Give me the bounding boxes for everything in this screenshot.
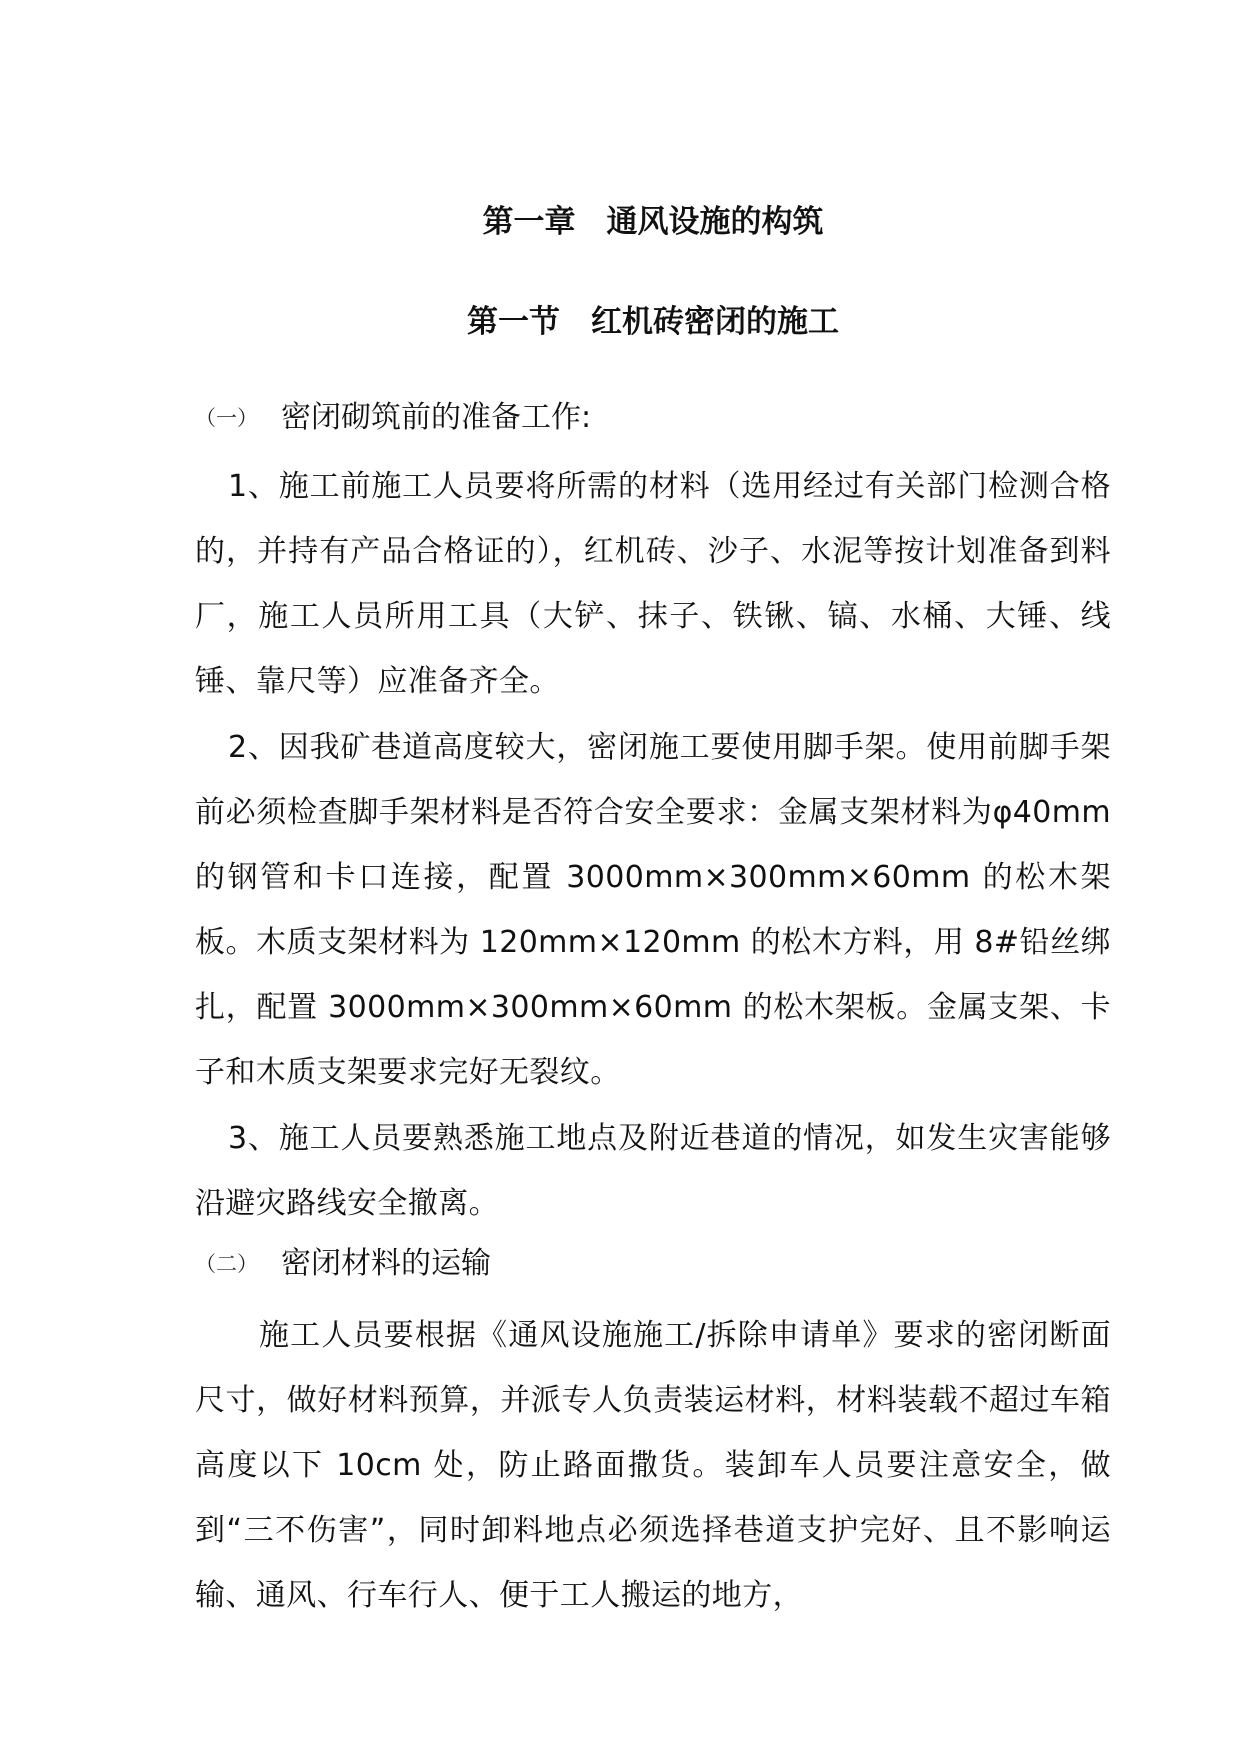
paragraph: 施工人员要根据《通风设施施工/拆除申请单》要求的密闭断面尺寸，做好材料预算，并派专人负责装运材料，材料装载不超过车箱高度以下 10cm 处，防止路面撒货。装卸车人员要注意安全，做到“三不伤害”，同时卸料地点必须选择巷道支护完好、且不影响运输、通风、行车行人、便于工人搬运的地方，	[195, 1318, 1111, 1613]
chapter-title: 第一章 通风设施的构筑	[482, 204, 824, 240]
paragraph: 1、施工前施工人员要将所需的材料（选用经过有关部门检测合格的，并持有产品合格证的），红机砖、沙子、水泥等按计划准备到料厂，施工人员所用工具（大铲、抹子、铁锹、镐、水桶、大锤、线锤、靠尺等）应准备齐全。	[195, 469, 1111, 699]
subsection-marker: （一）	[195, 406, 258, 430]
paragraph: 2、因我矿巷道高度较大，密闭施工要使用脚手架。使用前脚手架前必须检查脚手架材料是否符合安全要求：金属支架材料为φ40mm 的钢管和卡口连接，配置 3000mm×300mm×60mm 的松木架板。木质支架材料为 120mm×120mm 的松木方料，用 8#铅丝绑扎，配置 3000mm×300mm×60mm 的松木架板。金属支架、卡子和木质支架要求完好无裂纹。	[195, 730, 1111, 1090]
section-title: 第一节 红机砖密闭的施工	[467, 304, 839, 340]
subsection-heading-1	[195, 398, 1111, 438]
subsection-title: 密闭材料的运输	[281, 1246, 491, 1281]
subsection-title: 密闭砌筑前的准备工作:	[281, 400, 592, 435]
subsection-heading-2	[195, 1244, 1111, 1284]
paragraph: 3、施工人员要熟悉施工地点及附近巷道的情况，如发生灾害能够沿避灾路线安全撤离。	[195, 1121, 1111, 1221]
subsection-marker: （二）	[195, 1252, 258, 1276]
